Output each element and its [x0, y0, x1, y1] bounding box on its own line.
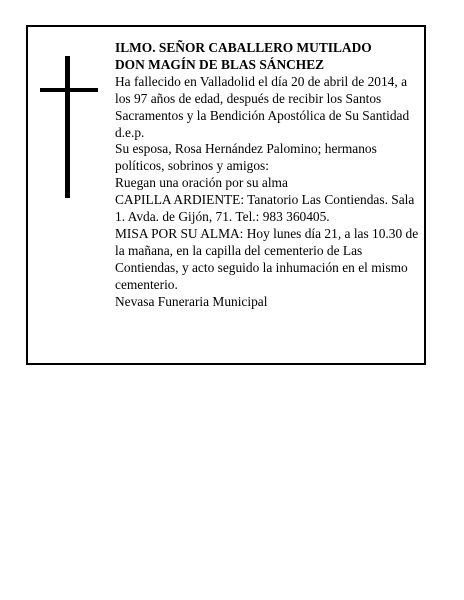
obituary-notice: [26, 25, 426, 365]
prayer-request: Ruegan una oración por su alma: [115, 175, 288, 191]
funeral-home: Nevasa Funeraria Municipal: [115, 293, 268, 309]
death-announcement: Ha fallecido en Valladolid el día 20 de abril de 2014, a los 97 años de edad, después de recibir los Santos Sacramentos y la Bendición Apostólica de Su Santidad d.e.p.: [115, 73, 410, 140]
notice-text: [115, 40, 420, 311]
wake-details: CAPILLA ARDIENTE: Tanatorio Las Contiendas. Sala 1. Avda. de Gijón, 71. Tel.: 983 360405.: [115, 192, 415, 225]
family-mourners: Su esposa, Rosa Hernández Palomino; hermanos políticos, sobrinos y amigos:: [115, 141, 377, 174]
title-line-2: DON MAGÍN DE BLAS SÁNCHEZ: [115, 56, 325, 72]
cross-icon: [40, 56, 98, 198]
title-line-1: ILMO. SEÑOR CABALLERO MUTILADO: [115, 40, 372, 55]
cross-vertical-bar: [65, 56, 70, 198]
cross-horizontal-bar: [40, 88, 98, 92]
mass-details: MISA POR SU ALMA: Hoy lunes día 21, a las 10.30 de la mañana, en la capilla del cementerio de Las Contiendas, y acto seguido la inhumación en el mismo cementerio.: [115, 225, 419, 292]
deceased-name-title: [115, 40, 420, 74]
